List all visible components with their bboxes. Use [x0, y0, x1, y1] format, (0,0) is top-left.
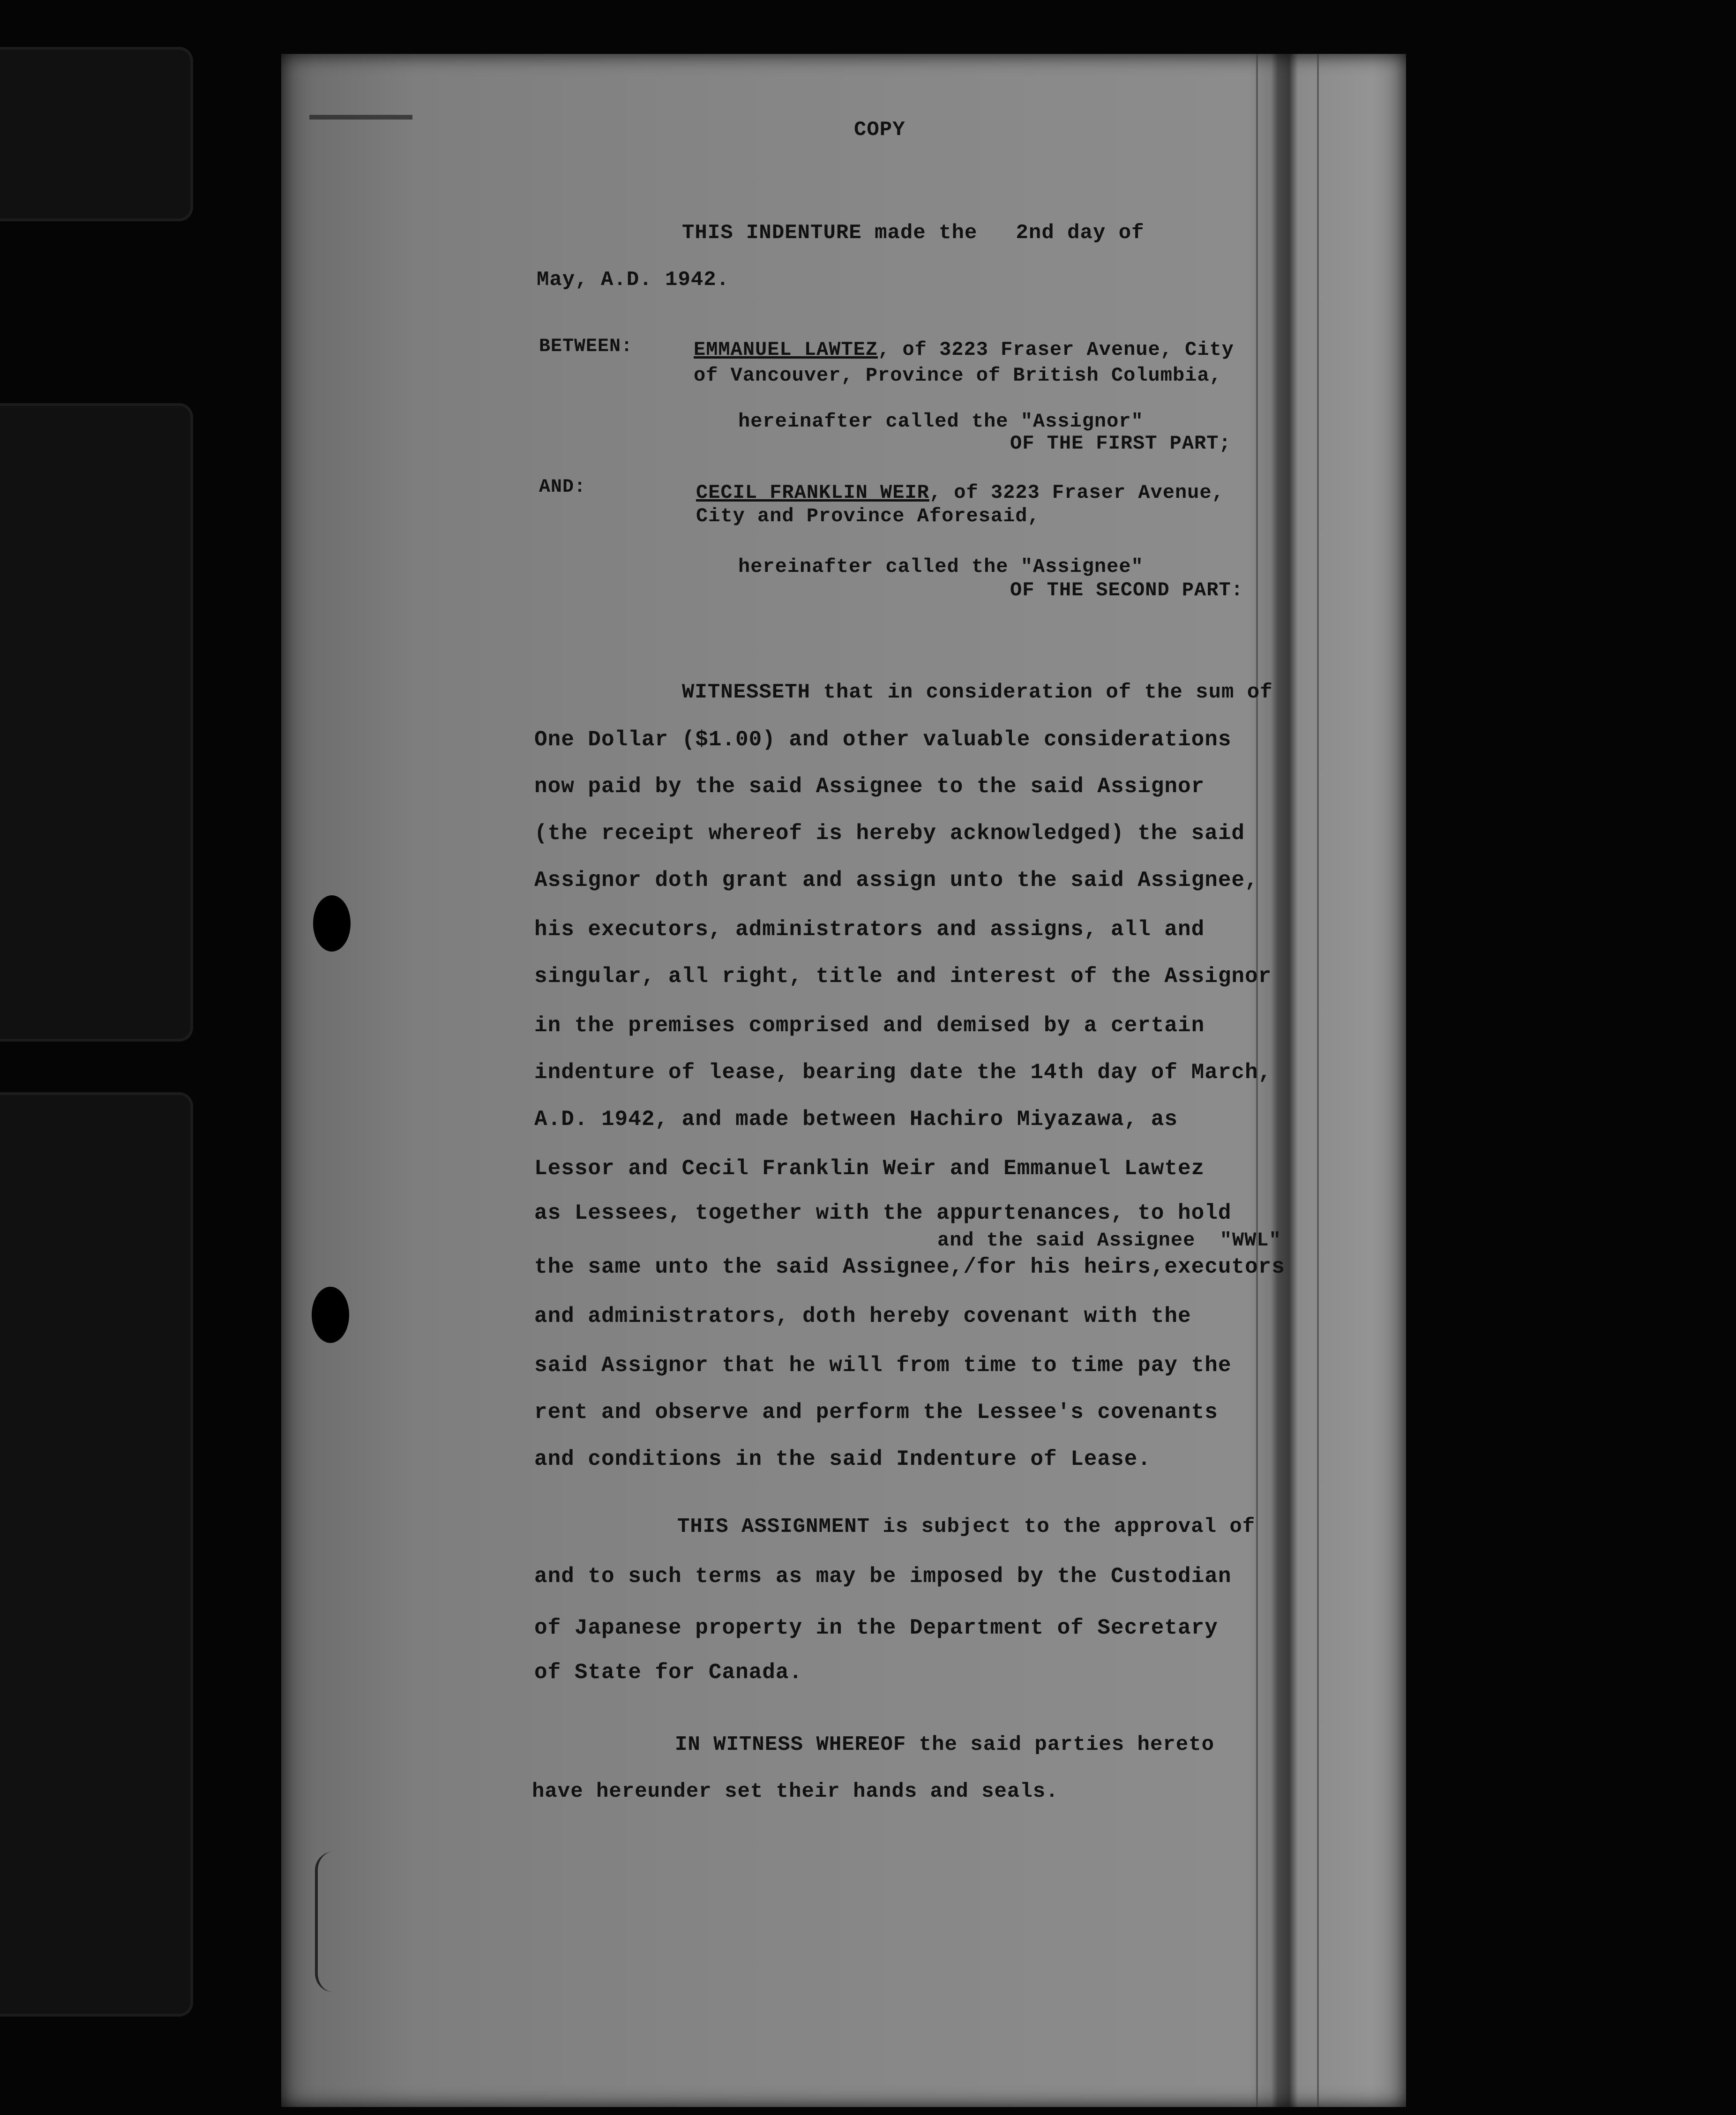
party1-part: OF THE FIRST PART; — [1010, 432, 1231, 455]
party2-called: hereinafter called the "Assignee" — [738, 555, 1144, 578]
party2-line-1 — [696, 483, 1224, 502]
party2-part: OF THE SECOND PART: — [1010, 579, 1243, 601]
witnesseth-line: WITNESSETH that in consideration of the sum of — [682, 681, 1273, 704]
party1-line-1 — [694, 340, 1234, 360]
witnesseth-line: One Dollar ($1.00) and other valuable considerations — [534, 728, 1232, 752]
witnesseth-line: Lessor and Cecil Franklin Weir and Emmanuel Lawtez — [534, 1156, 1205, 1181]
witnesseth-line: indenture of lease, bearing date the 14th day of March, — [534, 1060, 1272, 1085]
intro-line-2: May, A.D. 1942. — [537, 268, 730, 292]
witnesseth-line: Assignor doth grant and assign unto the said Assignee, — [534, 868, 1258, 892]
between-label: BETWEEN: — [539, 336, 633, 357]
margin-bracket-mark — [315, 1852, 337, 1992]
witnesseth-line: A.D. 1942, and made between Hachiro Miyazawa, as — [534, 1107, 1178, 1132]
film-frame-edge-bottom — [0, 1092, 193, 2017]
witnesseth-line: in the premises comprised and demised by a certain — [534, 1013, 1205, 1038]
intro-line-1: THIS INDENTURE made the 2nd day of — [682, 221, 1145, 245]
witness-line: IN WITNESS WHEREOF the said parties hereto — [675, 1733, 1214, 1756]
assignment-line: of State for Canada. — [534, 1660, 803, 1685]
document-heading: COPY — [854, 118, 905, 142]
assignment-line: of Japanese property in the Department of Secretary — [534, 1616, 1218, 1640]
assignment-line: and to such terms as may be imposed by the Custodian — [534, 1564, 1232, 1589]
fold-line — [1317, 54, 1319, 2107]
witnesseth-line: singular, all right, title and interest of the Assignor — [534, 964, 1272, 989]
film-frame-edge-top — [0, 47, 193, 221]
witnesseth-line: as Lessees, together with the appurtenances, to hold — [534, 1201, 1232, 1225]
party1-line-2: of Vancouver, Province of British Columbia, — [694, 364, 1222, 387]
witnesseth-cont-line: the same unto the said Assignee,/for his heirs,executors — [534, 1255, 1285, 1279]
film-frame-edge-middle — [0, 403, 193, 1042]
punch-hole — [312, 1287, 349, 1343]
party1-called: hereinafter called the "Assignor" — [738, 410, 1144, 433]
witnesseth-cont-line: rent and observe and perform the Lessee's covenants — [534, 1400, 1218, 1425]
party1-address: , of 3223 Fraser Avenue, City — [878, 338, 1234, 361]
party2-address: , of 3223 Fraser Avenue, — [929, 481, 1224, 504]
punch-hole — [313, 895, 351, 952]
witnesseth-line: now paid by the said Assignee to the said Assignor — [534, 774, 1205, 799]
assignment-line: THIS ASSIGNMENT is subject to the approval of — [677, 1515, 1256, 1538]
witnesseth-cont-line: said Assignor that he will from time to time pay the — [534, 1353, 1232, 1378]
corner-mark — [309, 115, 412, 120]
party2-name: CECIL FRANKLIN WEIR — [696, 481, 929, 504]
witness-line: have hereunder set their hands and seals. — [532, 1780, 1059, 1803]
interlineation: and the said Assignee "WWL" — [937, 1229, 1281, 1252]
party1-name: EMMANUEL LAWTEZ — [694, 338, 878, 361]
witnesseth-line: his executors, administrators and assigns, all and — [534, 917, 1205, 942]
and-label: AND: — [539, 477, 586, 498]
witnesseth-cont-line: and conditions in the said Indenture of Lease. — [534, 1447, 1151, 1471]
party2-line-2: City and Province Aforesaid, — [696, 505, 1040, 527]
witnesseth-cont-line: and administrators, doth hereby covenant with the — [534, 1304, 1191, 1328]
witnesseth-line: (the receipt whereof is hereby acknowledged) the said — [534, 821, 1245, 846]
